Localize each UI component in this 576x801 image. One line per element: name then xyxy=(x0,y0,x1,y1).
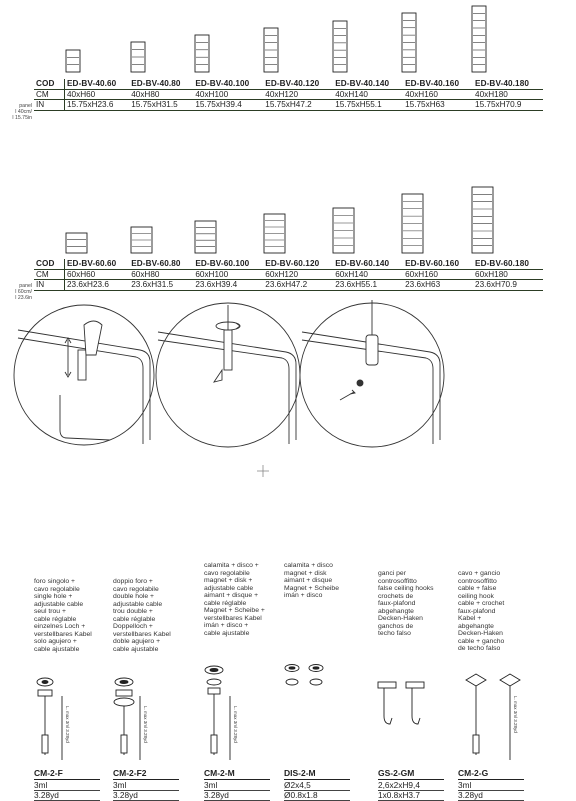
in-cell: 23.6xH47.2 xyxy=(263,280,333,291)
description-line: abgehangte xyxy=(378,607,414,615)
description-line: cable réglable xyxy=(204,599,247,607)
cm-cell: 40xH180 xyxy=(473,89,543,100)
description-line: verstellbares Kabel xyxy=(34,630,92,638)
description-line: false ceiling hooks xyxy=(378,585,434,592)
description-line: de techo falso xyxy=(458,645,501,652)
cm-row xyxy=(34,269,543,280)
description-line: Magnet + Scheibe + xyxy=(204,607,265,614)
accessory-description xyxy=(34,578,92,653)
accessory-size-imperial: 3.28yd xyxy=(113,790,179,801)
accessory-code: CM-2-G xyxy=(458,768,524,780)
description-line: Doppelloch + xyxy=(113,623,153,630)
accessory-size-metric: 2,6x2xH9,4 xyxy=(378,780,444,791)
cm-cell: 60xH180 xyxy=(473,269,543,280)
description-line: adjustable cable xyxy=(113,600,163,608)
panel-label-line: l 15.75in xyxy=(12,115,32,121)
code-cell: ED-BV-60.100 xyxy=(193,259,263,269)
row-label: COD xyxy=(34,79,65,89)
code-cell: ED-BV-60.160 xyxy=(403,259,473,269)
cable-label-cm2f2: L. max 3ml 3.28yd xyxy=(143,706,148,743)
description-line: techo falso xyxy=(378,630,411,637)
in-cell: 15.75xH70.9 xyxy=(473,100,543,111)
description-line: cable réglable xyxy=(113,615,156,623)
cm-cell: 40xH120 xyxy=(263,89,333,100)
panel-label-line: l 40cm/ xyxy=(15,109,32,115)
in-cell: 15.75xH23.6 xyxy=(65,100,130,111)
description-line: magnet + disk + xyxy=(204,577,253,584)
cm-row xyxy=(34,89,543,100)
accessory-description xyxy=(113,578,171,653)
panel-label-line: panel xyxy=(19,103,32,109)
spec-table-60 xyxy=(34,259,543,291)
description-line: imán + disco + xyxy=(204,622,249,629)
cm-cell: 60xH160 xyxy=(403,269,473,280)
in-cell: 23.6xH63 xyxy=(403,280,473,291)
cm-cell: 40xH80 xyxy=(129,89,193,100)
row-label: IN xyxy=(34,280,65,291)
accessory-code: DIS-2-M xyxy=(284,768,350,780)
accessory-description xyxy=(284,562,339,600)
cm-cell: 60xH140 xyxy=(333,269,403,280)
in-cell: 23.6xH39.4 xyxy=(193,280,263,291)
description-line: single hole + xyxy=(34,593,73,600)
description-line: einzelnes Loch + xyxy=(34,623,86,630)
description-line: verstellbares Kabel xyxy=(204,614,262,622)
description-line: Magnet + Scheibe xyxy=(284,584,339,592)
description-line: seul trou + xyxy=(34,608,66,615)
description-line: crochets de xyxy=(378,592,414,600)
spec-table-40 xyxy=(34,79,543,111)
description-line: cable ajustable xyxy=(113,645,159,653)
description-line: cable + false xyxy=(458,585,497,592)
description-line: foro singolo + xyxy=(34,578,75,585)
description-line: cable ajustable xyxy=(34,645,80,653)
code-cell: ED-BV-40.140 xyxy=(333,79,403,89)
panel-elevation xyxy=(66,50,80,72)
in-row xyxy=(34,280,543,291)
code-cell: ED-BV-40.80 xyxy=(129,79,193,89)
description-line: trou double + xyxy=(113,608,153,615)
cable-label-cm2m: L. max 3ml 3.28yd xyxy=(233,706,238,743)
accessory-description xyxy=(204,562,265,637)
in-cell: 15.75xH55.1 xyxy=(333,100,403,111)
description-line: faux-plafond xyxy=(458,607,496,615)
description-line: calamita + disco xyxy=(284,562,333,569)
code-cell: ED-BV-40.160 xyxy=(403,79,473,89)
cm-cell: 40xH60 xyxy=(65,89,130,100)
panels-60-row xyxy=(66,187,493,253)
description-line: Decken-Haken xyxy=(458,630,503,637)
panel-label-40 xyxy=(2,103,32,121)
description-line: cable + gancho xyxy=(458,637,505,645)
row-label: COD xyxy=(34,259,65,269)
install-detail-1 xyxy=(14,305,154,445)
accessory-size-metric: Ø2x4,5 xyxy=(284,780,350,791)
description-line: controsoffitto xyxy=(458,577,497,585)
accessory-size-imperial: 1x0.8xH3.7 xyxy=(378,790,444,801)
in-cell: 15.75xH47.2 xyxy=(263,100,333,111)
panel-elevation xyxy=(472,6,486,72)
code-cell: ED-BV-60.60 xyxy=(65,259,130,269)
panel-elevation xyxy=(333,21,347,72)
code-cell: ED-BV-40.180 xyxy=(473,79,543,89)
in-cell: 23.6xH70.9 xyxy=(473,280,543,291)
accessory-description xyxy=(378,570,434,638)
panel-label-60 xyxy=(2,283,32,301)
cm-cell: 40xH100 xyxy=(193,89,263,100)
cm-cell: 60xH60 xyxy=(65,269,130,280)
panels-40-row xyxy=(66,6,486,72)
description-line: doble agujero + xyxy=(113,638,161,645)
cm-cell: 60xH100 xyxy=(193,269,263,280)
accessory-code: CM-2-M xyxy=(204,768,270,780)
description-line: adjustable cable xyxy=(34,600,84,608)
accessory-size-metric: 3ml xyxy=(458,780,524,791)
in-row xyxy=(34,100,543,111)
accessory-size-imperial: 3.28yd xyxy=(34,790,100,801)
description-line: magnet + disk xyxy=(284,569,327,577)
cm-cell: 40xH140 xyxy=(333,89,403,100)
panel-elevation xyxy=(195,221,216,253)
code-cell: ED-BV-60.80 xyxy=(129,259,193,269)
code-cell: ED-BV-60.120 xyxy=(263,259,333,269)
description-line: Decken-Haken xyxy=(378,615,423,622)
code-cell: ED-BV-40.120 xyxy=(263,79,333,89)
cable-label-cm2f: L. max 3ml 3.28yd xyxy=(65,706,70,743)
accessory-size-metric: 3ml xyxy=(34,780,100,791)
cable-label-cm2g: L. max 3ml 3.28yd xyxy=(513,696,518,733)
description-line: ganchos de xyxy=(378,622,414,630)
accessory-size-metric: 3ml xyxy=(204,780,270,791)
description-line: abgehangte xyxy=(458,622,494,630)
description-line: cable réglable xyxy=(34,615,77,623)
cm-cell: 40xH160 xyxy=(403,89,473,100)
accessory-description xyxy=(458,570,504,653)
description-line: calamita + disco + xyxy=(204,562,259,569)
description-line: ganci per xyxy=(378,570,406,577)
code-cell: ED-BV-60.180 xyxy=(473,259,543,269)
description-line: cavo regolabile xyxy=(204,569,250,577)
accessory-code: CM-2-F2 xyxy=(113,768,179,780)
description-line: aimant + disque + xyxy=(204,592,259,599)
description-line: cavo regolabile xyxy=(113,585,159,593)
panel-label-line: l 60cm/ xyxy=(15,289,32,295)
row-label: CM xyxy=(34,269,65,280)
row-label: IN xyxy=(34,100,65,111)
description-line: cable + crochet xyxy=(458,600,505,607)
accessory-size-imperial: 3.28yd xyxy=(458,790,524,801)
description-line: solo agujero + xyxy=(34,638,77,645)
install-detail-2 xyxy=(156,303,300,447)
in-cell: 15.75xH31.5 xyxy=(129,100,193,111)
description-line: verstellbares Kabel xyxy=(113,630,171,638)
description-line: cavo + gancio xyxy=(458,570,501,577)
panel-elevation xyxy=(66,233,87,253)
in-cell: 15.75xH63 xyxy=(403,100,473,111)
accessory-size-imperial: Ø0.8x1.8 xyxy=(284,790,350,801)
code-cell: ED-BV-60.140 xyxy=(333,259,403,269)
accessory-drawings xyxy=(37,665,520,761)
code-row xyxy=(34,259,543,269)
panel-label-line: l 23.6in xyxy=(15,295,32,301)
registration-mark xyxy=(257,465,269,477)
accessory-code: CM-2-F xyxy=(34,768,100,780)
description-line: Kabel + xyxy=(458,615,482,622)
panel-elevation xyxy=(195,35,209,72)
accessory-size-metric: 3ml xyxy=(113,780,179,791)
code-cell: ED-BV-40.60 xyxy=(65,79,130,89)
description-line: doppio foro + xyxy=(113,578,153,585)
in-cell: 23.6xH55.1 xyxy=(333,280,403,291)
cm-cell: 60xH120 xyxy=(263,269,333,280)
description-line: adjustable cable xyxy=(204,584,254,592)
description-line: controsoffitto xyxy=(378,577,417,585)
in-cell: 15.75xH39.4 xyxy=(193,100,263,111)
description-line: cable ajustable xyxy=(204,629,250,637)
description-line: ceiling hook xyxy=(458,592,494,600)
accessory-code: GS-2-GM xyxy=(378,768,444,780)
cm-cell: 60xH80 xyxy=(129,269,193,280)
code-row xyxy=(34,79,543,89)
description-line: imán + disco xyxy=(284,592,323,599)
description-line: cavo regolabile xyxy=(34,585,80,593)
panel-label-line: panel xyxy=(19,283,32,289)
description-line: aimant + disque xyxy=(284,577,333,584)
description-line: faux-plafond xyxy=(378,600,416,607)
in-cell: 23.6xH31.5 xyxy=(129,280,193,291)
in-cell: 23.6xH23.6 xyxy=(65,280,130,291)
row-label: CM xyxy=(34,89,65,100)
accessory-size-imperial: 3.28yd xyxy=(204,790,270,801)
description-line: double hole + xyxy=(113,593,155,600)
code-cell: ED-BV-40.100 xyxy=(193,79,263,89)
install-detail-3 xyxy=(300,300,444,447)
panel-elevation xyxy=(472,187,493,253)
